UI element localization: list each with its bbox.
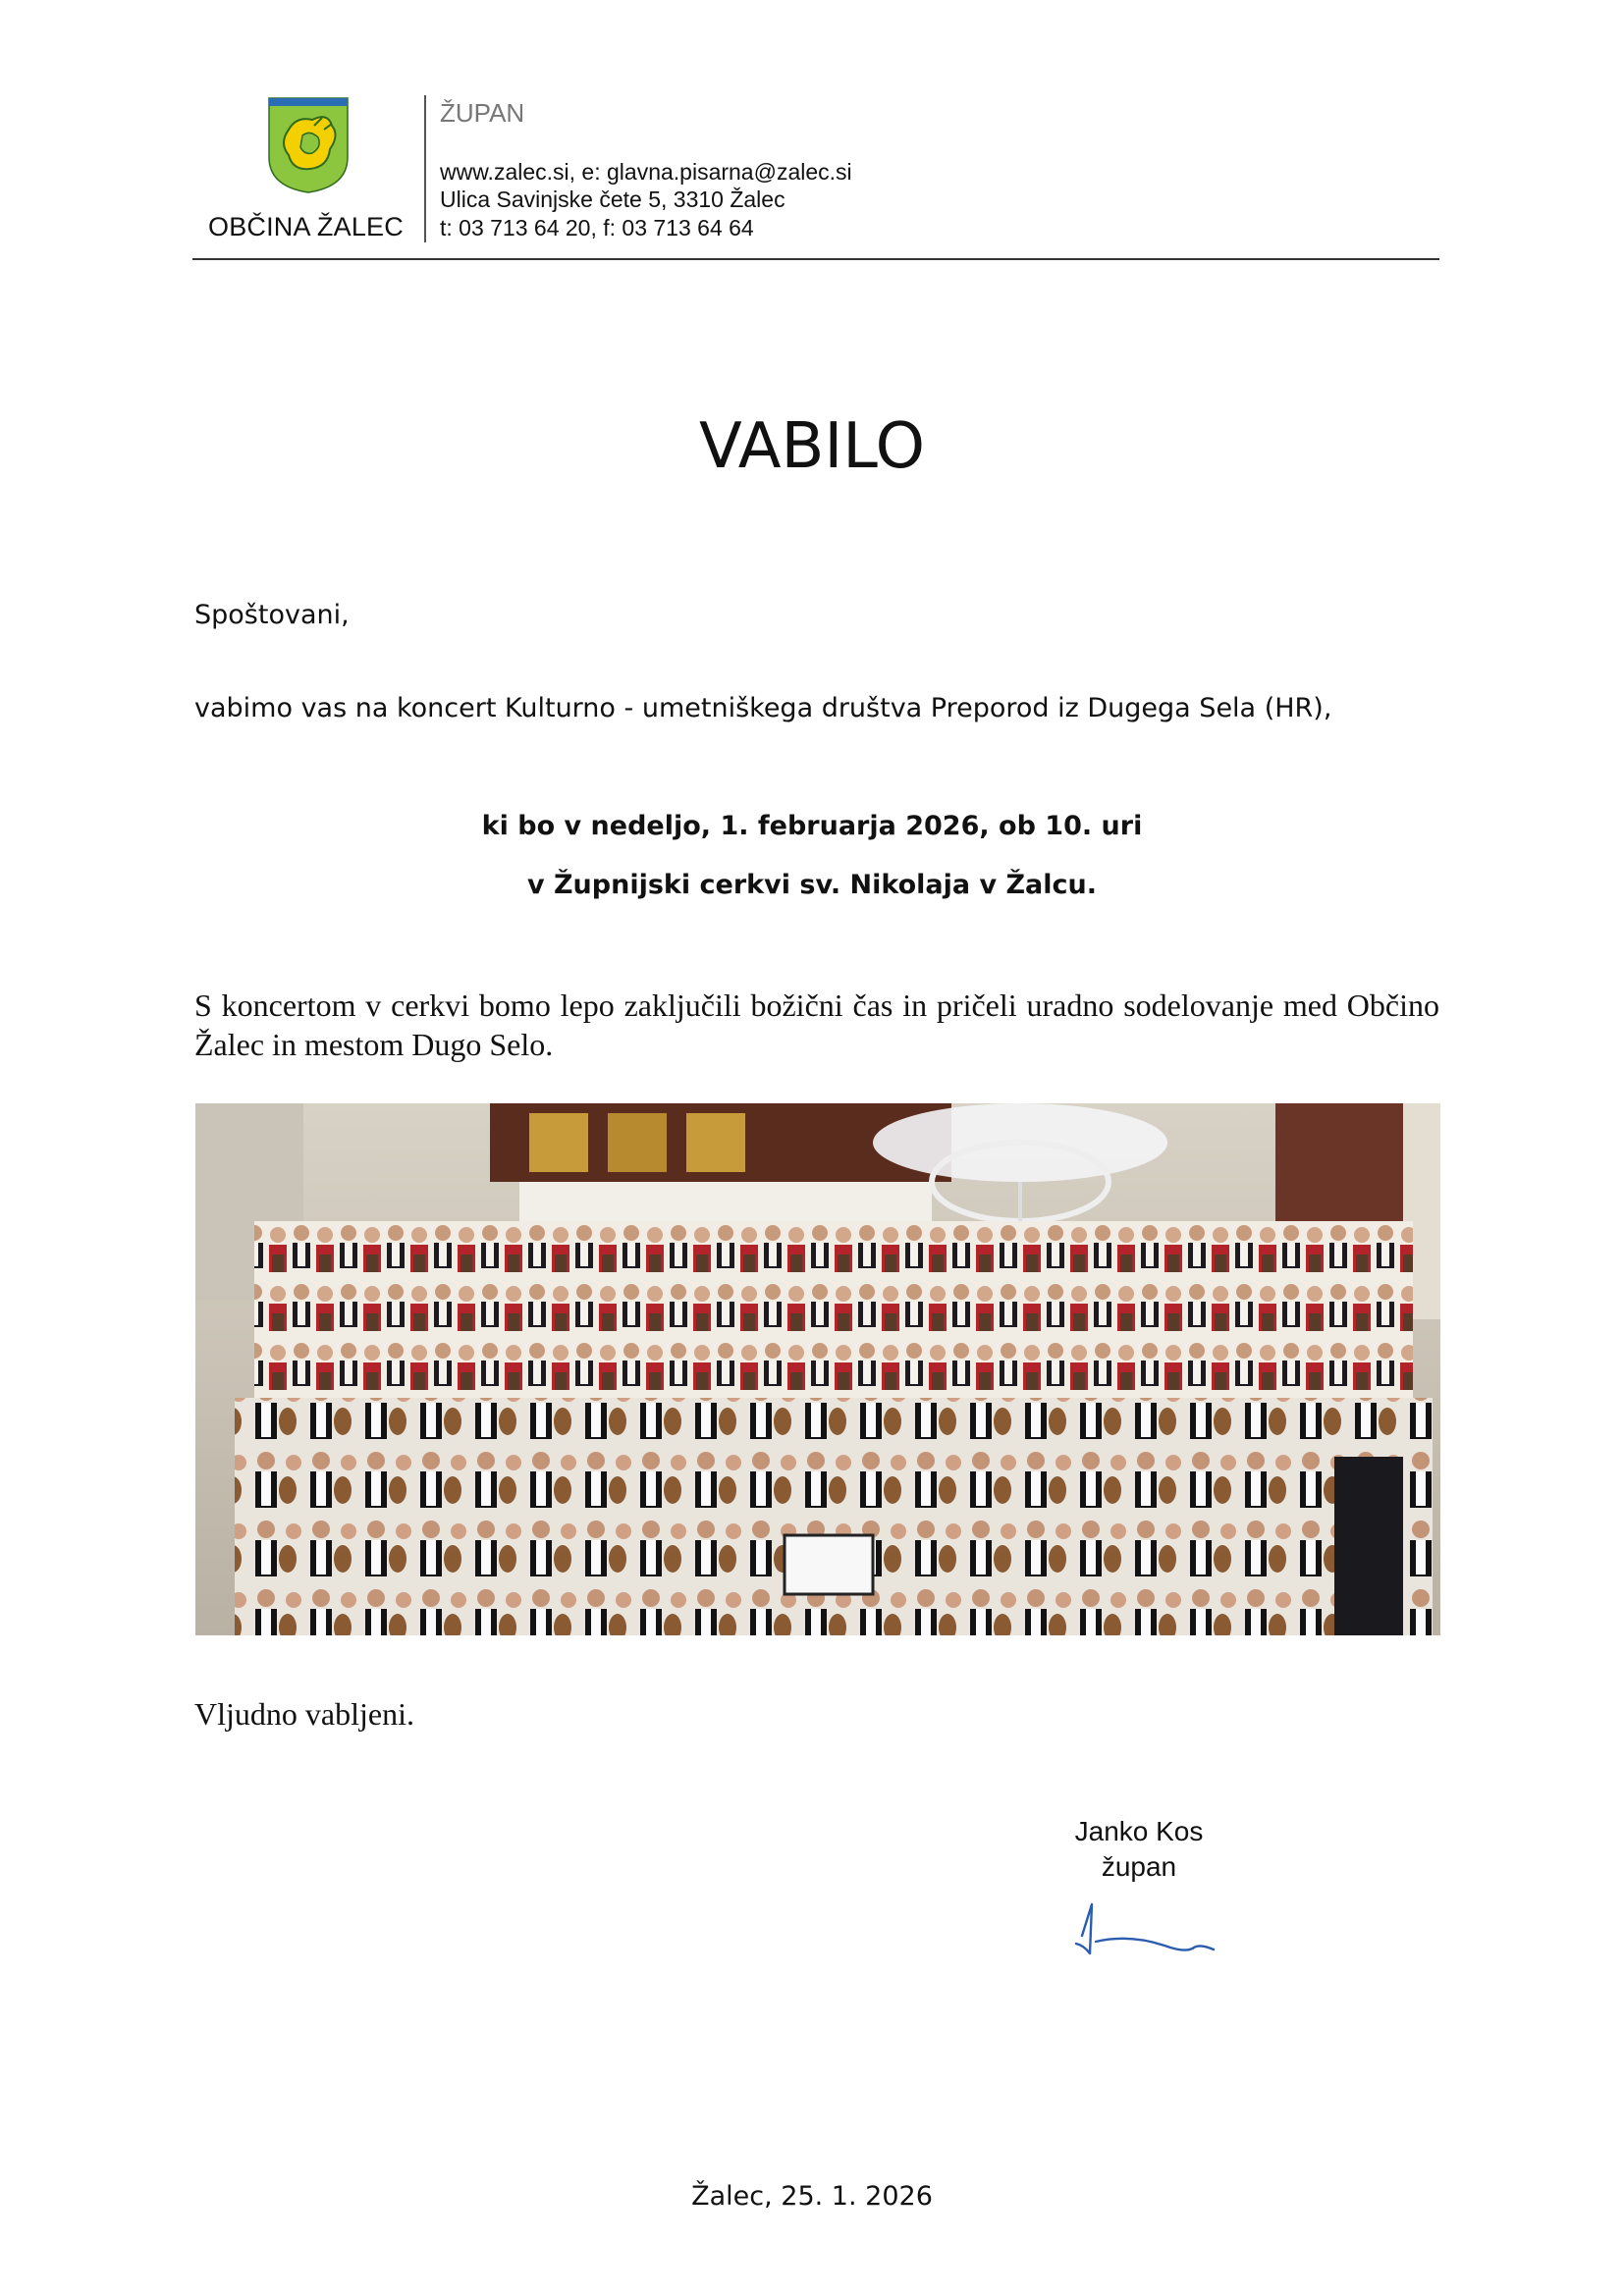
coat-of-arms-logo <box>267 96 350 194</box>
greeting: Spoštovani, <box>194 600 350 630</box>
intro-text: vabimo vas na koncert Kulturno - umetniškega društva Preporod iz Dugega Sela (HR), <box>194 693 1332 723</box>
header-divider <box>424 95 426 242</box>
signer-name: Janko Kos <box>1074 1816 1204 1846</box>
contact-phone: t: 03 713 64 20, f: 03 713 64 64 <box>440 215 754 240</box>
document-title: VABILO <box>699 410 925 483</box>
contact-web[interactable]: www.zalec.si, e: glavna.pisarna@zalec.si <box>440 159 852 185</box>
event-date-line: ki bo v nedeljo, 1. februarja 2026, ob 10. uri <box>481 811 1143 841</box>
event-location-line: v Župnijski cerkvi sv. Nikolaja v Žalcu. <box>526 870 1098 900</box>
concert-photo <box>195 1103 1440 1635</box>
closing-text: Vljudno vabljeni. <box>194 1696 414 1732</box>
header-rule <box>192 258 1439 260</box>
body-paragraph: S koncertom v cerkvi bomo lepo zaključili božični čas in pričeli uradno sodelovanje med Občino Žalec in mestom Dugo Selo. <box>194 988 1439 1062</box>
place-date: Žalec, 25. 1. 2026 <box>691 2181 933 2212</box>
signer-role: župan <box>1101 1851 1177 1882</box>
office-label: ŽUPAN <box>440 98 525 128</box>
contact-address: Ulica Savinjske čete 5, 3310 Žalec <box>440 187 785 212</box>
municipality-name: OBČINA ŽALEC <box>208 212 404 241</box>
handwritten-signature <box>1070 1896 1227 1975</box>
